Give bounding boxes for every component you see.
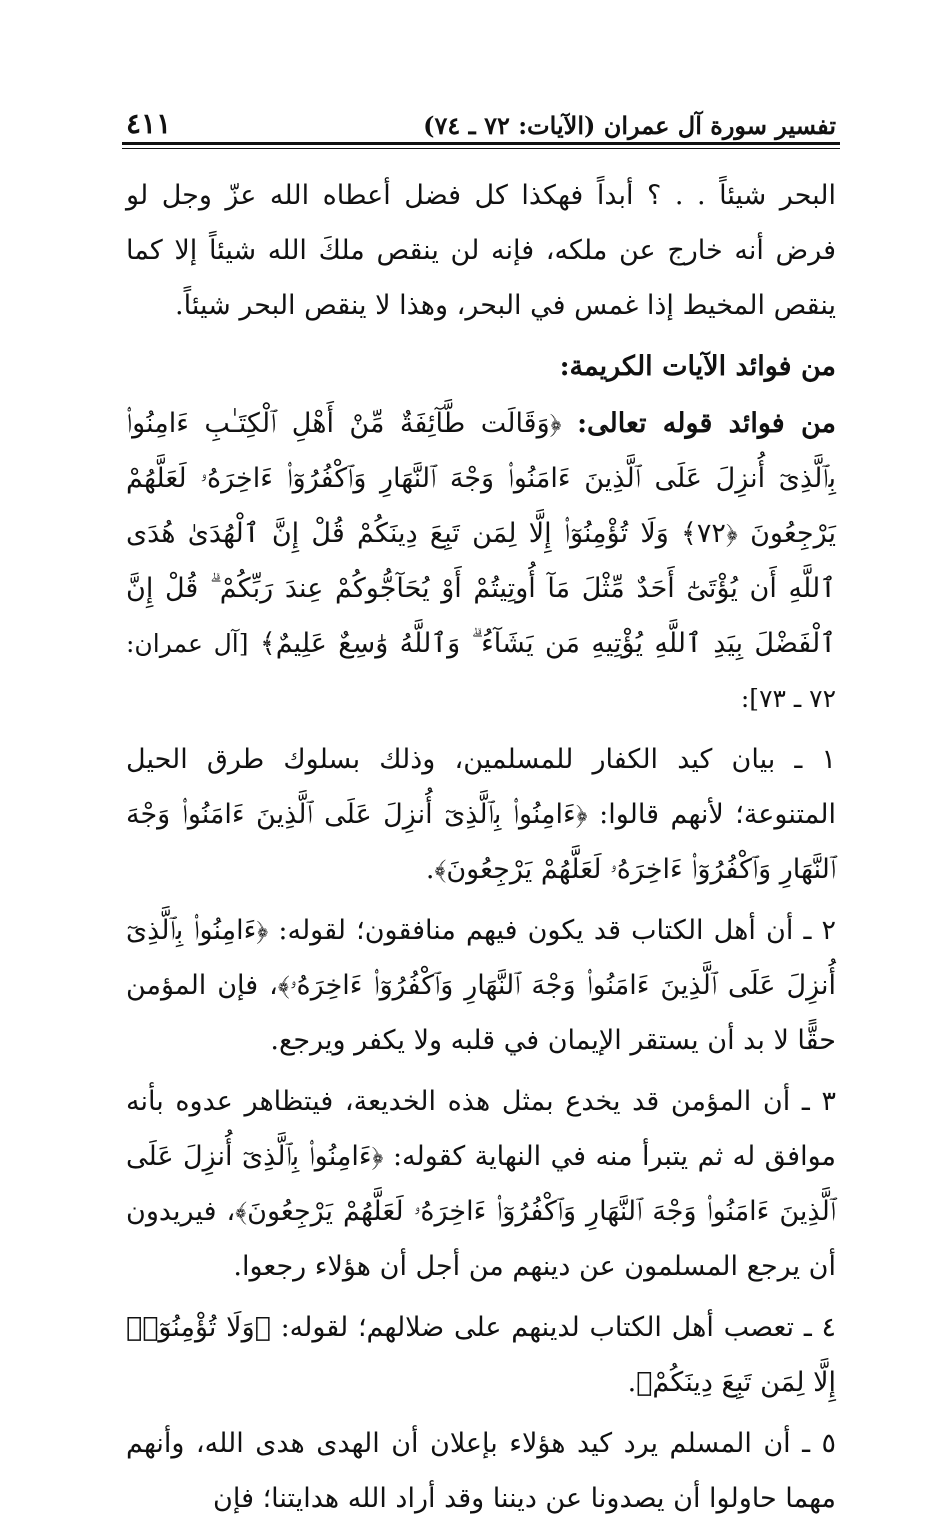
- benefit-point-4: ٤ ـ تعصب أهل الكتاب لدينهم على ضلالهم؛ لقوله: ﴿وَلَا تُؤْمِنُوٓا۟ إِلَّا لِمَن تَبِعَ دِينَكُمْ﴾.: [126, 1312, 836, 1398]
- lead-phrase: من فوائد قوله تعالى:: [577, 408, 836, 439]
- verse-reference: [آل عمران: ٧٢ ـ ٧٣]:: [126, 629, 836, 713]
- page-number: ٤١١: [126, 107, 172, 140]
- running-title: تفسير سورة آل عمران (الآيات: ٧٢ ـ ٧٤): [423, 111, 836, 140]
- benefit-point-5: ٥ ـ أن المسلم يرد كيد هؤلاء بإعلان أن الهدى هدى الله، وأنهم مهما حاولوا أن يصدونا عن ديننا وقد أراد الله هدايتنا؛ فإن: [126, 1428, 836, 1514]
- benefit-point-2: ٢ ـ أن أهل الكتاب قد يكون فيهم منافقون؛ لقوله: ﴿ءَامِنُوا۟ بِٱلَّذِىٓ أُنزِلَ عَلَى ٱلَّذِينَ ءَامَنُوا۟ وَجْهَ ٱلنَّهَارِ وَٱكْفُرُوٓا۟ ءَاخِرَهُۥ﴾، فإن المؤمن حقًّا لا بد أن يستقر الإيمان في قلبه ولا يكفر ويرجع.: [126, 915, 836, 1056]
- header-rule-thin: [122, 148, 840, 149]
- header-rule: [122, 142, 840, 145]
- quran-verse: ﴿وَقَالَت طَّآئِفَةٌ مِّنْ أَهْلِ ٱلْكِتَـٰبِ ءَامِنُوا۟ بِٱلَّذِىٓ أُنزِلَ عَلَى ٱلَّذِينَ ءَامَنُوا۟ وَجْهَ ٱلنَّهَارِ وَٱكْفُرُوٓا۟ ءَاخِرَهُۥ لَعَلَّهُمْ يَرْجِعُونَ ﴿٧٢﴾ وَلَا تُؤْمِنُوٓا۟ إِلَّا لِمَن تَبِعَ دِينَكُمْ قُلْ إِنَّ ٱلْهُدَىٰ هُدَى ٱللَّهِ أَن يُؤْتَىٰٓ أَحَدٌ مِّثْلَ مَآ أُوتِيتُمْ أَوْ يُحَآجُّوكُمْ عِندَ رَبِّكُمْ ۗ قُلْ إِنَّ ٱلْفَضْلَ بِيَدِ ٱللَّهِ يُؤْتِيهِ مَن يَشَآءُ ۗ وَٱللَّهُ وَٰسِعٌ عَلِيمٌ﴾: [126, 408, 837, 659]
- benefit-point-1: ١ ـ بيان كيد الكفار للمسلمين، وذلك بسلوك طرق الحيل المتنوعة؛ لأنهم قالوا: ﴿ءَامِنُوا۟ بِٱلَّذِىٓ أُنزِلَ عَلَى ٱلَّذِينَ ءَامَنُوا۟ وَجْهَ ٱلنَّهَارِ وَٱكْفُرُوٓا۟ ءَاخِرَهُۥ لَعَلَّهُمْ يَرْجِعُونَ﴾.: [126, 744, 836, 885]
- intro-paragraph: البحر شيئاً . . ؟ أبداً فهكذا كل فضل أعطاه الله عزّ وجل لو فرض أنه خارج عن ملكه، فإنه لن ينقص ملكَ الله شيئاً إلا كما ينقص المخيط إذا غمس في البحر، وهذا لا ينقص البحر شيئاً.: [126, 180, 836, 321]
- benefit-point-3: ٣ ـ أن المؤمن قد يخدع بمثل هذه الخديعة، فيتظاهر عدوه بأنه موافق له ثم يتبرأ منه في النهاية كقوله: ﴿ءَامِنُوا۟ بِٱلَّذِىٓ أُنزِلَ عَلَى ٱلَّذِينَ ءَامَنُوا۟ وَجْهَ ٱلنَّهَارِ وَٱكْفُرُوٓا۟ ءَاخِرَهُۥ لَعَلَّهُمْ يَرْجِعُونَ﴾، فيريدون أن يرجع المسلمون عن دينهم من أجل أن هؤلاء رجعوا.: [126, 1086, 836, 1282]
- section-heading: من فوائد الآيات الكريمة:: [559, 351, 836, 382]
- verse-paragraph: [126, 396, 836, 726]
- page-header: [126, 96, 836, 140]
- page-body: [126, 168, 836, 1532]
